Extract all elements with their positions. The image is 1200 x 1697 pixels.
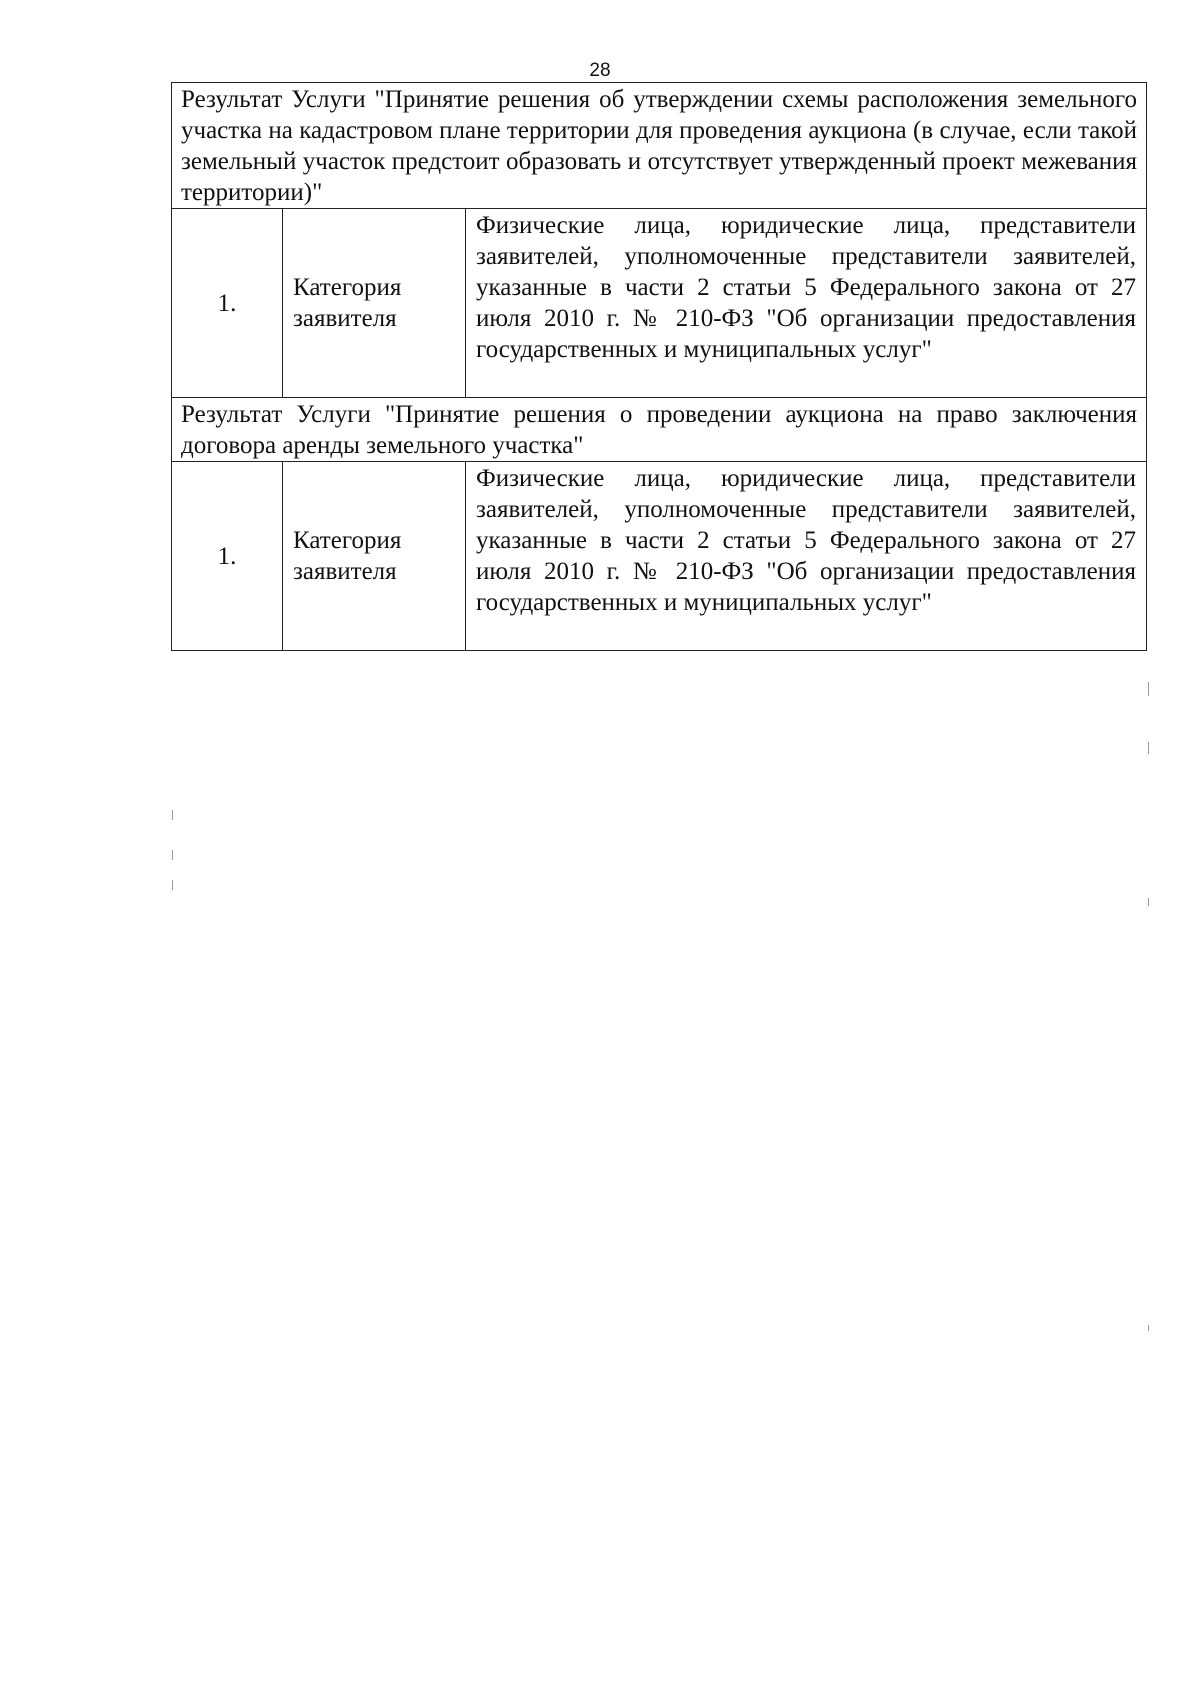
section-header: Результат Услуги "Принятие решения об утверждении схемы расположения земельного участка на кадастровом плане территории для проведения аукциона (в случае, если такой земельный участок предстоит образовать и отсутствует утвержденный проект межевания территории)" xyxy=(172,83,1147,209)
scan-artifact xyxy=(1148,898,1149,906)
scan-artifact xyxy=(172,850,173,860)
scan-artifact xyxy=(1148,1325,1149,1331)
row-number: 1. xyxy=(172,462,283,651)
section-header: Результат Услуги "Принятие решения о проведении аукциона на право заключения договора аренды земельного участка" xyxy=(172,398,1147,462)
scan-artifact xyxy=(1148,682,1149,696)
scan-artifact xyxy=(172,880,173,890)
row-value: Физические лица, юридические лица, представители заявителей, уполномоченные представители заявителей, указанные в части 2 статьи 5 Федерального закона от 27 июля 2010 г. № 210-ФЗ "Об организации предоставления государственных и муниципальных услуг" xyxy=(466,462,1147,651)
section-header-row xyxy=(172,83,1147,209)
scan-artifact xyxy=(172,810,173,820)
table-row xyxy=(172,462,1147,651)
table-row xyxy=(172,209,1147,398)
row-value: Физические лица, юридические лица, представители заявителей, уполномоченные представители заявителей, указанные в части 2 статьи 5 Федерального закона от 27 июля 2010 г. № 210-ФЗ "Об организации предоставления государственных и муниципальных услуг" xyxy=(466,209,1147,398)
row-label: Категория заявителя xyxy=(283,462,466,651)
row-label: Категория заявителя xyxy=(283,209,466,398)
row-number: 1. xyxy=(172,209,283,398)
scan-artifact xyxy=(1148,742,1149,754)
page-number: 28 xyxy=(589,60,611,81)
services-table xyxy=(171,82,1147,651)
section-header-row xyxy=(172,398,1147,462)
